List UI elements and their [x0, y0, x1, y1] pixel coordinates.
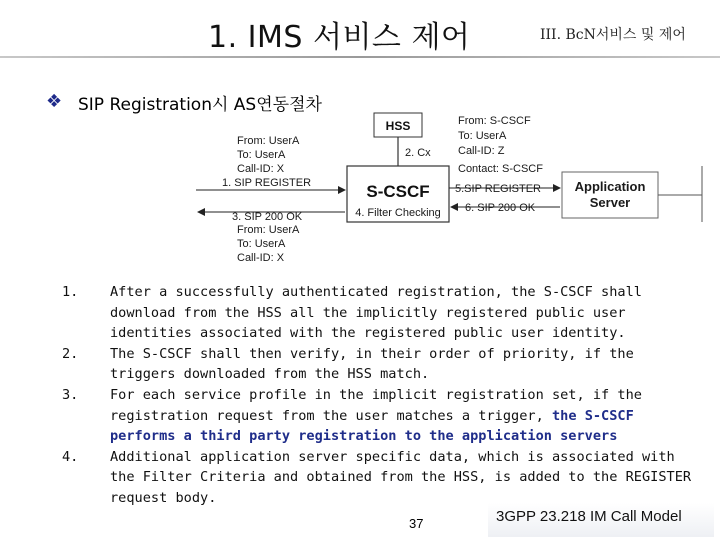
msg5-label: 5.SIP REGISTER [455, 183, 541, 195]
header-from: From: UserA [237, 135, 300, 147]
header-callid: Call-ID: X [237, 163, 285, 175]
filter-checking-label: 4. Filter Checking [355, 207, 441, 219]
slide-title: 1. IMS 서비스 제어 [208, 20, 471, 55]
header-contact: Contact: S-CSCF [458, 163, 543, 175]
page-number: 37 [409, 516, 424, 531]
msg6-label: 6. SIP 200 OK [465, 202, 536, 214]
item-text: Additional application server specific data, which is associated with the Filter Criteria and obtained from the HSS, is added to the REGISTER request body. [110, 448, 692, 506]
item-text: The S-CSCF shall then verify, in their order of priority, if the triggers downloaded from the HSS match. [110, 345, 634, 383]
header-callid: Call-ID: Z [458, 145, 505, 157]
section-label: III. BcN서비스 및 제어 [540, 27, 686, 43]
diamond-bullet-icon: ❖ [46, 91, 63, 112]
header-from: From: UserA [237, 224, 300, 236]
header-to: To: UserA [237, 149, 286, 161]
footer-reference: 3GPP 23.218 IM Call Model [496, 508, 682, 525]
cx-label: 2. Cx [405, 147, 431, 159]
item-number: 4. [62, 448, 79, 465]
header-to: To: UserA [458, 130, 507, 142]
item-number: 3. [62, 386, 79, 403]
connector-line [658, 166, 702, 195]
hss-label: HSS [385, 119, 411, 133]
list-item [62, 385, 702, 447]
bullet-heading: SIP Registration시 AS연동절차 [78, 95, 322, 115]
msg3-label: 3. SIP 200 OK [232, 211, 303, 223]
scscf-label: S-CSCF [366, 182, 430, 201]
list-item [62, 344, 702, 385]
item-number: 2. [62, 345, 79, 362]
item-highlight: the S-CSCF performs a third party registration to the application servers [110, 407, 634, 445]
header-callid: Call-ID: X [237, 252, 285, 264]
item-text: After a successfully authenticated registration, the S-CSCF shall download from the HSS all the implicitly registered public user identities associated with the registered public user identity. [110, 284, 642, 342]
header-to: To: UserA [237, 238, 286, 250]
list-item [62, 282, 702, 344]
procedure-list [62, 282, 702, 509]
item-number: 1. [62, 284, 79, 300]
app-server-label-line1: Application [574, 179, 646, 194]
header-from: From: S-CSCF [458, 115, 531, 127]
list-item [62, 447, 702, 509]
msg1-label: 1. SIP REGISTER [222, 177, 312, 189]
app-server-label-line2: Server [589, 195, 631, 210]
item-text: For each service profile in the implicit registration set, if the registration request from the user matches a trigger, [110, 386, 642, 424]
